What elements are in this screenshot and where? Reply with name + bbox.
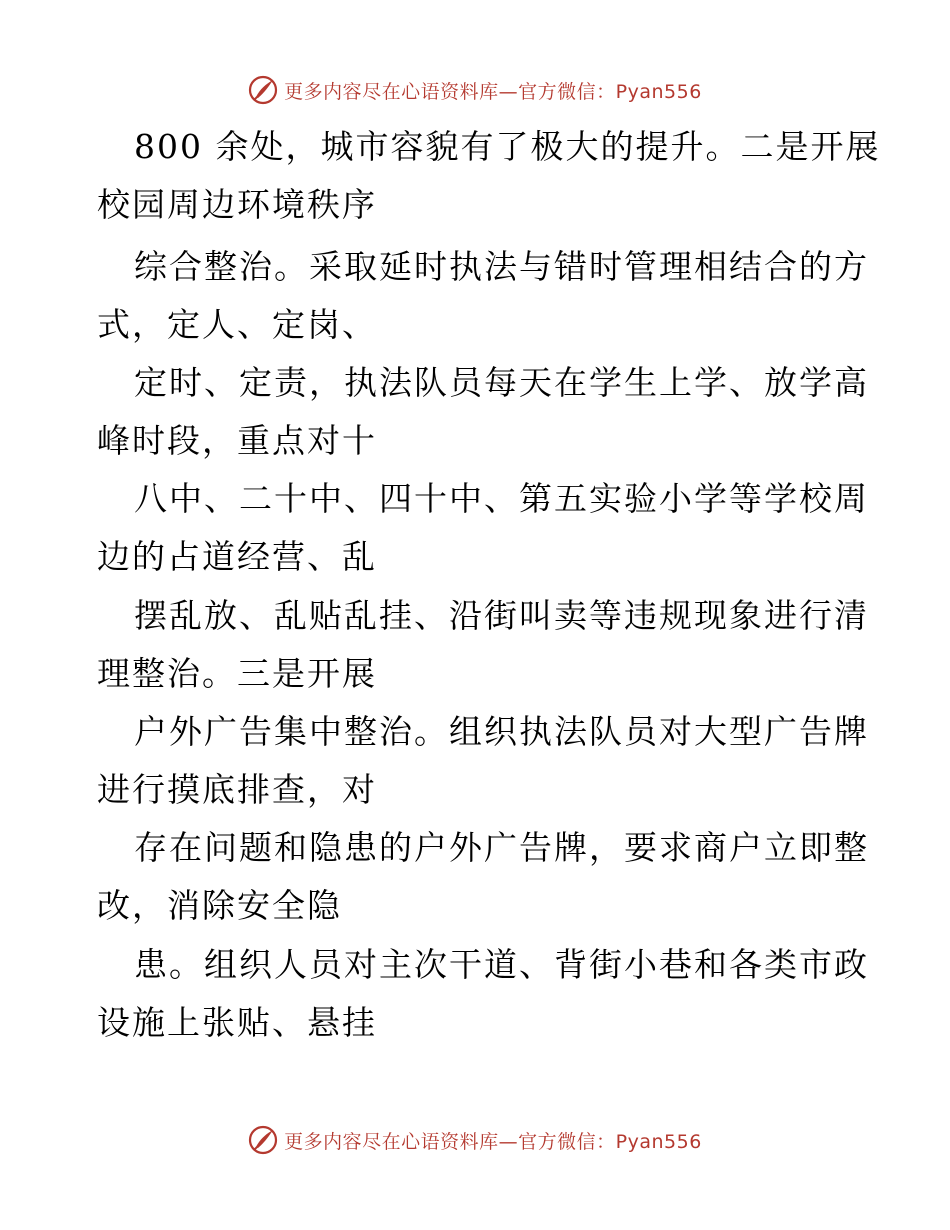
body-line: 进行摸底排查，对 <box>97 770 377 809</box>
body-line: 户外广告集中整治。组织执法队员对大型广告牌 <box>134 712 869 751</box>
body-line: 校园周边环境秩序 <box>97 185 377 224</box>
quill-pen-logo-icon <box>248 1125 278 1155</box>
body-line: 定时、定责，执法队员每天在学生上学、放学高 <box>134 363 869 402</box>
quill-pen-logo-icon <box>248 75 278 105</box>
body-line: 八中、二十中、四十中、第五实验小学等学校周 <box>134 479 869 518</box>
body-line: 式，定人、定岗、 <box>97 305 377 344</box>
body-line: 边的占道经营、乱 <box>97 537 377 576</box>
header-banner-text: 更多内容尽在心语资料库—官方微信：Pyan556 <box>284 80 702 103</box>
body-line: 800 余处，城市容貌有了极大的提升。二是开展 <box>134 127 881 166</box>
body-line: 综合整治。采取延时执法与错时管理相结合的方 <box>134 247 869 286</box>
footer-banner-text: 更多内容尽在心语资料库—官方微信：Pyan556 <box>284 1130 702 1153</box>
body-line: 摆乱放、乱贴乱挂、沿街叫卖等违规现象进行清 <box>134 596 869 635</box>
header-banner <box>0 70 950 110</box>
body-line: 峰时段，重点对十 <box>97 421 377 460</box>
body-line: 存在问题和隐患的户外广告牌，要求商户立即整 <box>134 828 869 867</box>
footer-banner <box>0 1120 950 1160</box>
body-line: 设施上张贴、悬挂 <box>97 1003 377 1042</box>
body-line: 改，消除安全隐 <box>97 886 342 925</box>
body-line: 理整治。三是开展 <box>97 654 377 693</box>
body-line: 患。组织人员对主次干道、背街小巷和各类市政 <box>134 945 869 984</box>
